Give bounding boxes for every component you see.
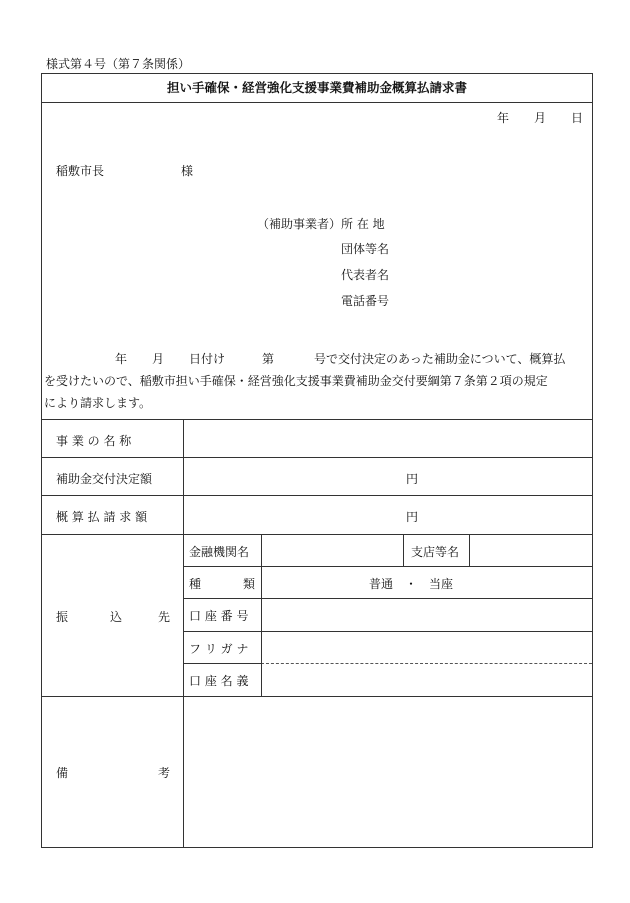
row-divider	[42, 495, 592, 496]
claim-amount-yen: 円	[406, 510, 419, 524]
claim-amount-label: 概 算 払 請 求 額	[56, 510, 148, 524]
label-column-divider	[183, 419, 184, 847]
transfer-row-divider	[183, 631, 592, 632]
account-number-label: 口 座 番 号	[189, 609, 249, 623]
row-divider	[42, 419, 592, 420]
transfer-row-divider	[183, 663, 261, 664]
row-divider	[42, 696, 592, 697]
project-name-label: 事 業 の 名 称	[56, 434, 132, 448]
row-divider	[42, 457, 592, 458]
furigana-dashed-divider	[261, 663, 592, 664]
applicant-phone-label: 電話番号	[341, 294, 390, 308]
transfer-label-1: 振	[56, 610, 69, 624]
bank-name-label: 金融機関名	[189, 545, 250, 559]
kind-label-1: 種	[189, 577, 202, 591]
transfer-subcolumn-divider	[261, 534, 262, 696]
addressee-name: 稲敷市長	[56, 164, 105, 178]
applicant-org-label: 団体等名	[341, 242, 390, 256]
addressee-honorific: 様	[181, 164, 194, 178]
transfer-row-divider	[183, 566, 592, 567]
form-number: 様式第４号（第７条関係）	[46, 57, 191, 71]
row-divider	[42, 534, 592, 535]
form-title: 担い手確保・経営強化支援事業費補助金概算払請求書	[42, 74, 592, 103]
branch-divider	[403, 534, 404, 566]
date-day: 日	[571, 111, 584, 125]
body-line3: により請求します。	[44, 396, 152, 410]
furigana-label: フ リ ガ ナ	[189, 642, 249, 656]
decision-amount-yen: 円	[406, 472, 419, 486]
applicant-address-label: 所 在 地	[341, 217, 385, 231]
branch-name-label: 支店等名	[411, 545, 460, 559]
kind-value: 普通 ・ 当座	[369, 577, 454, 591]
claim-form	[41, 73, 593, 848]
transfer-row-divider	[183, 598, 592, 599]
transfer-label-3: 先	[158, 610, 171, 624]
transfer-label-2: 込	[110, 610, 123, 624]
applicant-rep-label: 代表者名	[341, 268, 390, 282]
account-name-label: 口 座 名 義	[189, 674, 249, 688]
date-month: 月	[534, 111, 547, 125]
applicant-prefix: （補助事業者）	[257, 217, 342, 231]
body-line1: 号で交付決定のあった補助金について、概算払	[314, 352, 566, 366]
body-number: 第	[262, 352, 275, 366]
remarks-label-1: 備	[56, 766, 69, 780]
body-line2: を受けたいので、稲敷市担い手確保・経営強化支援事業費補助金交付要綱第７条第２項の規定	[44, 374, 548, 388]
body-month: 月	[152, 352, 165, 366]
kind-label-2: 類	[243, 577, 256, 591]
body-day: 日付け	[189, 352, 226, 366]
remarks-label-2: 考	[158, 766, 171, 780]
branch-divider	[469, 534, 470, 566]
decision-amount-label: 補助金交付決定額	[56, 472, 153, 486]
body-year: 年	[115, 352, 128, 366]
date-year: 年	[497, 111, 510, 125]
